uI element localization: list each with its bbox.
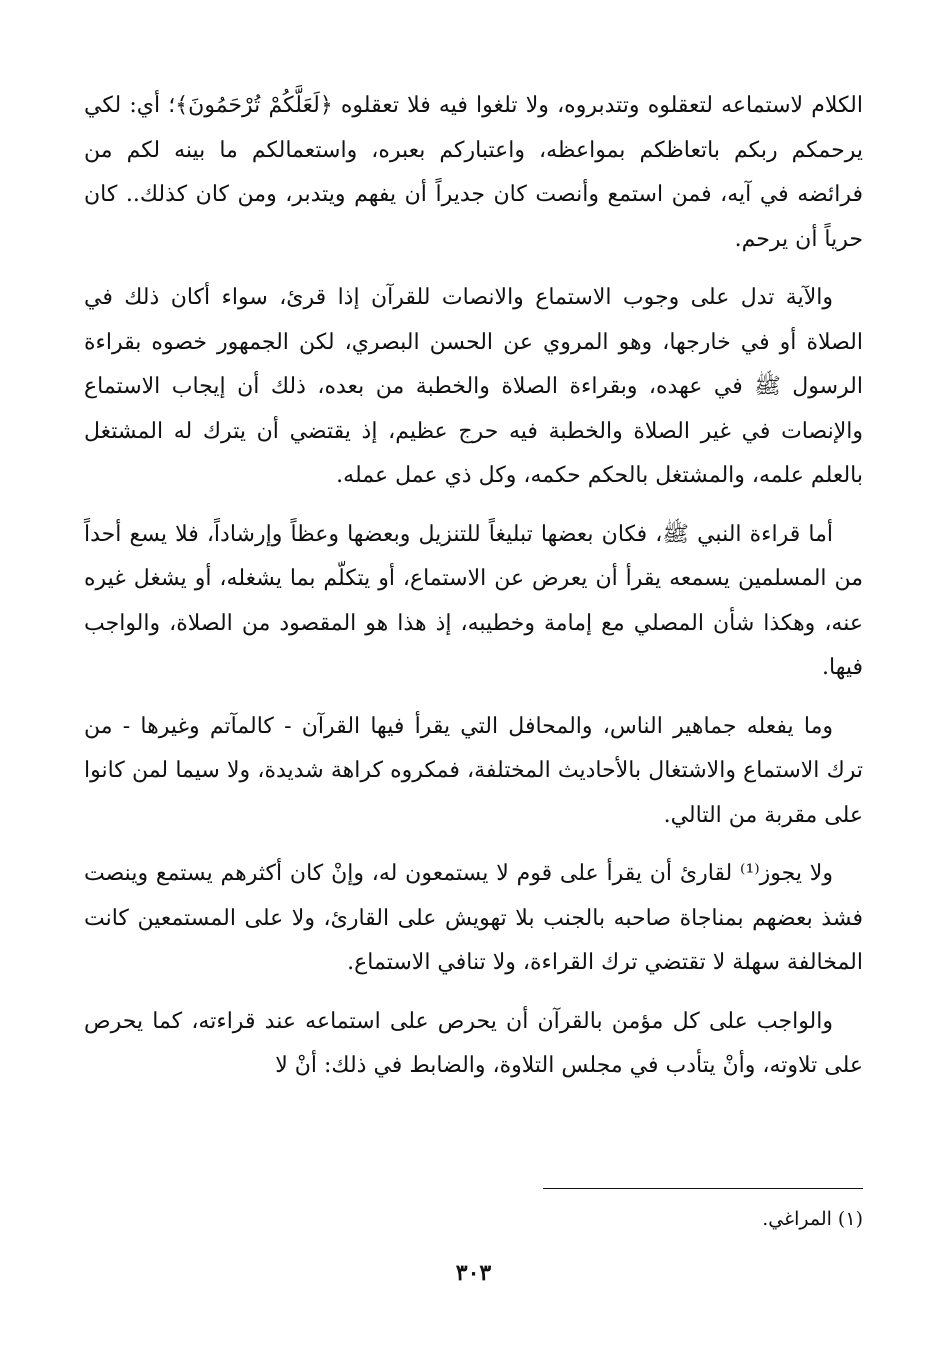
footnote: (١) المراغي. <box>762 1208 863 1230</box>
paragraph-3: أما قراءة النبي ﷺ، فكان بعضها تبليغاً للتنزيل وبعضها وعظاً وإرشاداً، فلا يسع أحداً من المسلمين يسمعه يقرأ أن يعرض عن الاستماع، أو يتكلّم بما يشغله، أو يشغل غيره عنه، وهكذا شأن المصلي مع إمامة وخطيبه، إذ هذا هو المقصود من الصلاة، والواجب فيها. <box>84 521 863 680</box>
paragraph-5: ولا يجوز⁽¹⁾ لقارئ أن يقرأ على قوم لا يستمعون له، وإنْ كان أكثرهم يستمع وينصت فشذ بعضهم بمناجاة صاحبه بالجنب بلا تهويش على القارئ، ولا على المستمعين كانت المخالفة سهلة لا تقتضي ترك القراءة، ولا تنافي الاستماع. <box>84 861 863 975</box>
footnote-separator <box>543 1188 863 1189</box>
page-number: ٣٠٣ <box>455 1260 492 1286</box>
paragraph-2: والآية تدل على وجوب الاستماع والانصات للقرآن إذا قرئ، سواء أكان ذلك في الصلاة أو في خارجها، وهو المروي عن الحسن البصري، لكن الجمهور خصوه بقراءة الرسول ﷺ في عهده، وبقراءة الصلاة والخطبة من بعده، ذلك أن إيجاب الاستماع والإنصات في غير الصلاة والخطبة فيه حرج عظيم، إذ يقتضي أن يترك له المشتغل بالعلم علمه، والمشتغل بالحكم حكمه، وكل ذي عمل عمله. <box>84 285 863 488</box>
paragraph-6: والواجب على كل مؤمن بالقرآن أن يحرص على استماعه عند قراءته، كما يحرص على تلاوته، وأنْ يتأدب في مجلس التلاوة، والضابط في ذلك: أنْ لا <box>84 1008 863 1078</box>
paragraph-4: وما يفعله جماهير الناس، والمحافل التي يقرأ فيها القرآن - كالمآتم وغيرها - من ترك الاستماع والاشتغال بالأحاديث المختلفة، فمكروه كراهة شديدة، ولا سيما لمن كانوا على مقربة من التالي. <box>84 713 863 828</box>
body-text <box>84 84 863 1103</box>
paragraph-1: الكلام لاستماعه لتعقلوه وتتدبروه، ولا تلغوا فيه فلا تعقلوه ﴿لَعَلَّكُمْ تُرْحَمُونَ﴾؛ أي: لكي يرحمكم ربكم باتعاظكم بمواعظه، واعتباركم بعبره، واستعمالكم ما بينه لكم من فرائضه في آيه، فمن استمع وأنصت كان جديراً أن يفهم ويتدبر، ومن كان كذلك.. كان حرياً أن يرحم. <box>84 93 863 252</box>
